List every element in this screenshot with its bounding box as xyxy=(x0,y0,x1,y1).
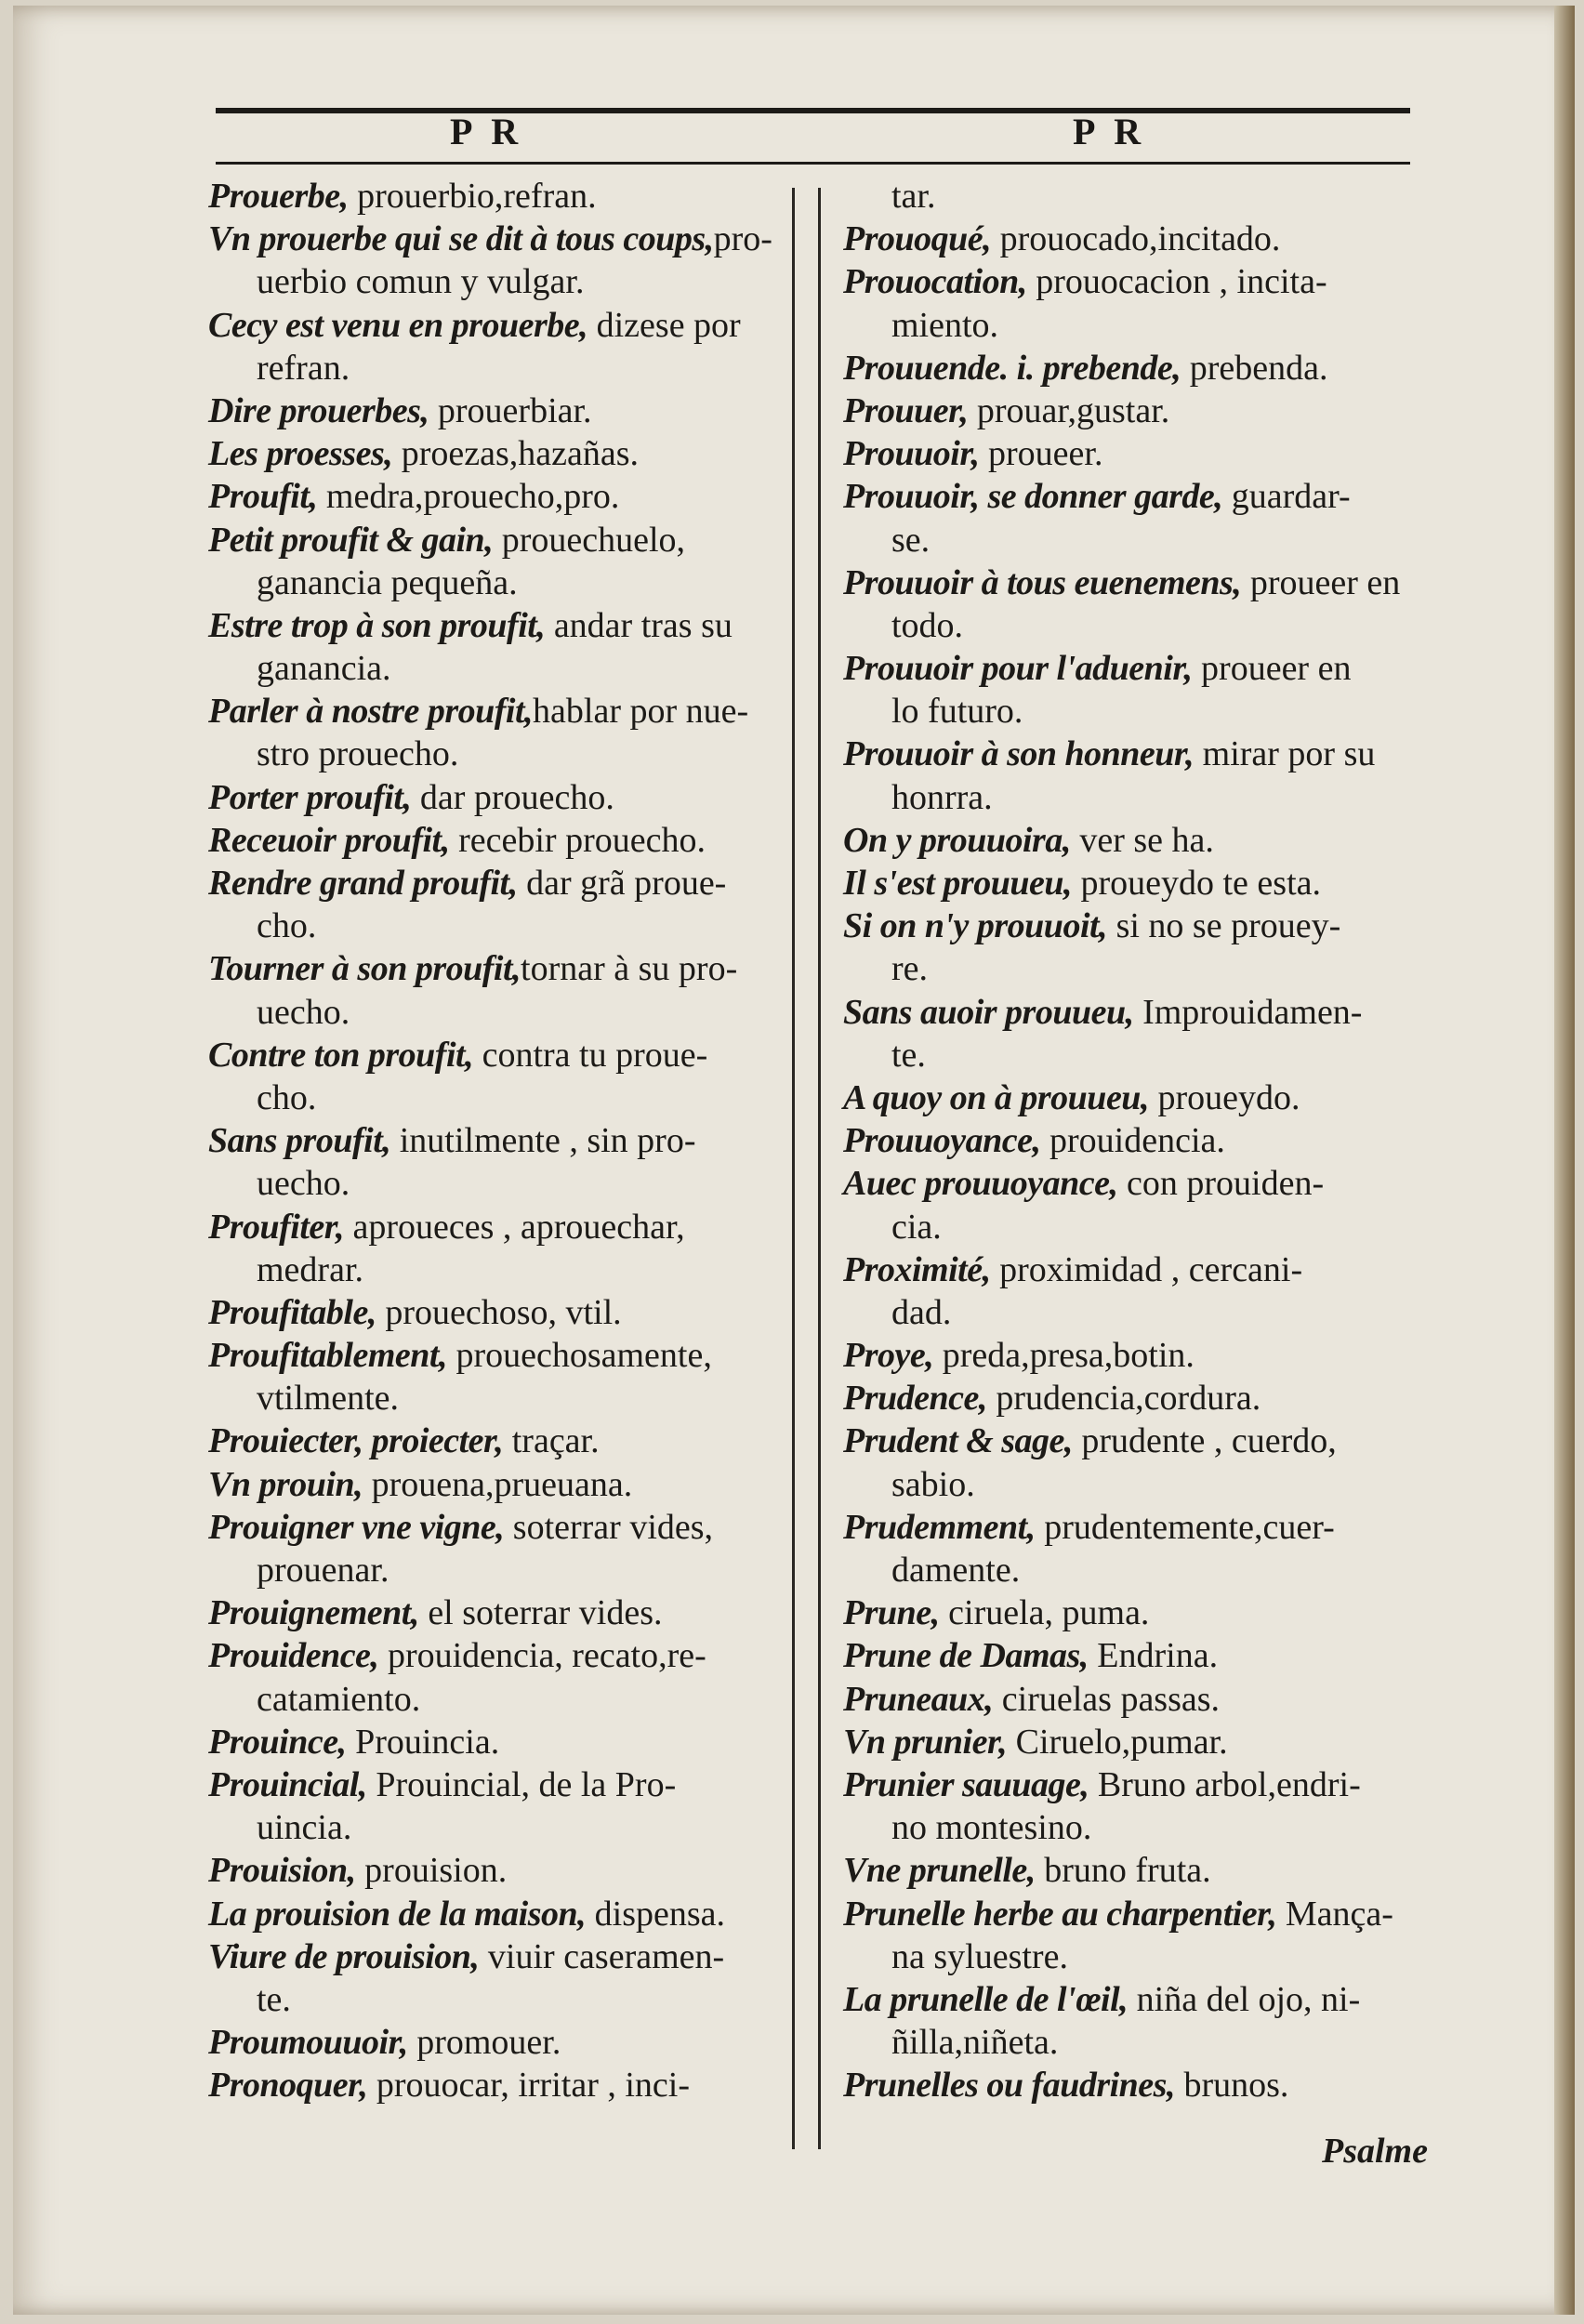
dictionary-entry-line xyxy=(843,1463,1410,1506)
dictionary-entry-line xyxy=(843,647,1410,690)
dictionary-entry-line xyxy=(208,1463,788,1506)
entry-translation: prudencia,cordura. xyxy=(986,1379,1261,1419)
entry-translation: Prouincia. xyxy=(346,1722,500,1762)
dictionary-entry-line xyxy=(208,519,788,561)
entry-headword: Prouincial, xyxy=(208,1764,367,1804)
entry-translation: proueydo. xyxy=(1148,1077,1300,1117)
entry-headword: Proufiter, xyxy=(208,1207,344,1247)
entry-translation: cho. xyxy=(257,906,317,946)
dictionary-entry-line xyxy=(208,1162,788,1205)
entry-translation: dizese por xyxy=(587,305,741,345)
dictionary-entry-line xyxy=(843,604,1410,647)
entry-translation: con prouiden- xyxy=(1117,1164,1325,1204)
dictionary-entry-line xyxy=(208,1248,788,1291)
entry-translation: prebenda. xyxy=(1181,348,1328,388)
entry-headword: Pruneaux, xyxy=(843,1679,994,1719)
entry-translation: prouidencia, recato,re- xyxy=(378,1636,706,1676)
entry-headword: Prudemment, xyxy=(843,1507,1036,1547)
entry-translation: ñilla,niñeta. xyxy=(891,2023,1059,2063)
entry-translation: guardar- xyxy=(1222,477,1351,517)
entry-headword: Prouuer, xyxy=(843,390,969,430)
entry-headword: Proufitablement, xyxy=(208,1336,447,1376)
dictionary-entry-line xyxy=(208,947,788,990)
dictionary-entry-line xyxy=(843,1334,1410,1377)
dictionary-entry-line xyxy=(208,1419,788,1462)
entry-headword: Proumouuoir, xyxy=(208,2023,408,2063)
page-edge-shadow xyxy=(1554,6,1575,2315)
entry-translation: miento. xyxy=(891,305,999,345)
entry-translation: dar grã proue- xyxy=(517,864,727,903)
entry-translation: prouocar, irritar , inci- xyxy=(367,2066,690,2106)
entry-translation: brunos. xyxy=(1174,2066,1289,2106)
entry-headword: La prunelle de l'œil, xyxy=(843,1979,1129,2019)
dictionary-entry-line xyxy=(843,776,1410,819)
entry-translation: refran. xyxy=(257,348,350,388)
entry-headword: Prouidence, xyxy=(208,1636,379,1676)
entry-headword: Auec prouuoyance, xyxy=(843,1164,1118,1204)
entry-translation: prouechoso, vtil. xyxy=(376,1292,622,1332)
entry-translation: traçar. xyxy=(503,1421,600,1461)
dictionary-entry-line xyxy=(843,733,1410,775)
entry-headword: Vne prunelle, xyxy=(843,1851,1036,1891)
entry-translation: uecho. xyxy=(257,992,350,1032)
entry-headword: Estre trop à son proufit, xyxy=(208,605,546,645)
dictionary-entry-line xyxy=(843,1377,1410,1419)
dictionary-entry-line xyxy=(843,1721,1410,1763)
dictionary-entry-line xyxy=(208,733,788,775)
entry-headword: Cecy est venu en prouerbe, xyxy=(208,305,588,345)
dictionary-entry-line xyxy=(843,2064,1410,2106)
entry-headword: Vn prouerbe qui se dit à tous coups, xyxy=(208,219,714,259)
dictionary-entry-line xyxy=(843,561,1410,604)
left-column xyxy=(208,175,788,2106)
entry-headword: Si on n'y prouuoit, xyxy=(843,906,1108,946)
entry-headword: Prunier sauuage, xyxy=(843,1764,1089,1804)
entry-translation: aproueces , aprouechar, xyxy=(343,1207,685,1247)
column-divider-right xyxy=(818,188,821,2149)
entry-headword: Prouuoir à tous euenemens, xyxy=(843,562,1242,602)
catchword: Psalme xyxy=(1322,2132,1428,2171)
dictionary-entry-line xyxy=(208,1377,788,1419)
entry-translation: ganancia. xyxy=(257,649,391,689)
entry-translation: proueer. xyxy=(979,434,1103,474)
entry-translation: prouenar. xyxy=(257,1551,389,1590)
entry-headword: Prune, xyxy=(843,1593,940,1633)
dictionary-entry-line xyxy=(208,390,788,432)
dictionary-entry-line xyxy=(208,1334,788,1377)
entry-headword: Prouigner vne vigne, xyxy=(208,1507,505,1547)
dictionary-entry-line xyxy=(208,1634,788,1677)
dictionary-entry-line xyxy=(208,1935,788,1978)
dictionary-entry-line xyxy=(843,1763,1410,1806)
dictionary-entry-line xyxy=(208,1506,788,1549)
entry-translation: dispensa. xyxy=(586,1894,726,1934)
dictionary-entry-line xyxy=(843,905,1410,947)
dictionary-entry-line xyxy=(208,690,788,733)
entry-translation: catamiento. xyxy=(257,1679,421,1719)
entry-translation: inutilmente , sin pro- xyxy=(390,1121,696,1161)
dictionary-entry-line xyxy=(208,347,788,390)
dictionary-entry-line xyxy=(843,475,1410,518)
entry-translation: proximidad , cercani- xyxy=(990,1249,1303,1289)
dictionary-entry-line xyxy=(843,304,1410,347)
entry-translation: mirar por su xyxy=(1194,734,1376,774)
dictionary-entry-line xyxy=(843,819,1410,862)
entry-headword: On y prouuoira, xyxy=(843,820,1071,860)
entry-translation: medrar. xyxy=(257,1249,364,1289)
entry-headword: Sans proufit, xyxy=(208,1121,391,1161)
entry-translation: proueer en xyxy=(1192,649,1352,689)
entry-headword: Viure de prouision, xyxy=(208,1936,480,1976)
entry-headword: A quoy on à prouueu, xyxy=(843,1077,1149,1117)
entry-translation: proezas,hazañas. xyxy=(392,434,640,474)
entry-translation: viuir caseramen- xyxy=(479,1936,725,1976)
entry-headword: Prouuoir, xyxy=(843,434,980,474)
entry-translation: prouena,prueuana. xyxy=(363,1464,633,1504)
dictionary-entry-line xyxy=(208,1849,788,1892)
entry-headword: Proufit, xyxy=(208,477,318,517)
dictionary-entry-line xyxy=(208,1721,788,1763)
entry-translation: Mança- xyxy=(1276,1894,1393,1934)
dictionary-entry-line xyxy=(208,1806,788,1849)
dictionary-entry-line xyxy=(843,1119,1410,1162)
entry-headword: Prouuoir à son honneur, xyxy=(843,734,1195,774)
dictionary-entry-line xyxy=(843,1419,1410,1462)
right-column xyxy=(843,175,1410,2106)
entry-headword: Proufitable, xyxy=(208,1292,376,1332)
entry-translation: stro prouecho. xyxy=(257,734,459,774)
dictionary-entry-line xyxy=(843,1849,1410,1892)
running-head-right: P R xyxy=(1073,111,1147,152)
dictionary-entry-line xyxy=(208,475,788,518)
entry-translation: andar tras su xyxy=(545,605,733,645)
dictionary-entry-line xyxy=(208,1763,788,1806)
dictionary-entry-line xyxy=(843,1506,1410,1549)
entry-translation: pro- xyxy=(713,219,772,259)
dictionary-entry-line xyxy=(208,862,788,905)
dictionary-entry-line xyxy=(843,218,1410,260)
entry-translation: todo. xyxy=(891,605,964,645)
entry-headword: Contre ton proufit, xyxy=(208,1035,474,1075)
entry-translation: lo futuro. xyxy=(891,692,1023,732)
entry-headword: Prouoqué, xyxy=(843,219,992,259)
dictionary-entry-line xyxy=(208,905,788,947)
dictionary-entry-line xyxy=(208,2064,788,2106)
dictionary-entry-line xyxy=(843,1034,1410,1076)
entry-translation: cia. xyxy=(891,1207,942,1247)
entry-translation: hablar por nue- xyxy=(533,692,749,732)
dictionary-entry-line xyxy=(208,647,788,690)
running-head-left: P R xyxy=(450,111,524,152)
entry-translation: recebir prouecho. xyxy=(449,820,706,860)
entry-translation: sabio. xyxy=(891,1464,975,1504)
dictionary-entry-line xyxy=(843,347,1410,390)
entry-headword: Porter proufit, xyxy=(208,777,412,817)
entry-headword: Prune de Damas, xyxy=(843,1636,1089,1676)
entry-translation: prouar,gustar. xyxy=(968,390,1170,430)
entry-translation: prouerbio,refran. xyxy=(348,177,597,216)
entry-translation: Endrina. xyxy=(1088,1636,1219,1676)
entry-translation: tornar à su pro- xyxy=(521,949,738,989)
entry-translation: Prouincial, de la Pro- xyxy=(366,1764,677,1804)
dictionary-entry-line xyxy=(208,1893,788,1935)
entry-headword: Prouerbe, xyxy=(208,177,349,216)
dictionary-entry-line xyxy=(843,690,1410,733)
entry-translation: ciruela, puma. xyxy=(939,1593,1150,1633)
entry-translation: niña del ojo, ni- xyxy=(1128,1979,1361,2019)
dictionary-entry-line xyxy=(843,991,1410,1034)
entry-translation: no montesino. xyxy=(891,1808,1092,1848)
entry-translation: preda,presa,botin. xyxy=(933,1336,1195,1376)
entry-translation: vtilmente. xyxy=(257,1379,400,1419)
entry-headword: Prouision, xyxy=(208,1851,356,1891)
dictionary-entry-line xyxy=(208,776,788,819)
dictionary-entry-line xyxy=(208,1034,788,1076)
entry-translation: te. xyxy=(891,1035,926,1075)
entry-translation: prudentemente,cuer- xyxy=(1035,1507,1335,1547)
dictionary-entry-line xyxy=(843,1162,1410,1205)
entry-translation: dad. xyxy=(891,1292,952,1332)
dictionary-entry-line xyxy=(843,519,1410,561)
entry-headword: Prunelle herbe au charpentier, xyxy=(843,1894,1277,1934)
dictionary-entry-line xyxy=(208,819,788,862)
dictionary-entry-line xyxy=(843,1634,1410,1677)
dictionary-entry-line xyxy=(843,2021,1410,2064)
entry-headword: Sans auoir prouueu, xyxy=(843,992,1134,1032)
entry-headword: Proye, xyxy=(843,1336,934,1376)
entry-translation: promouer. xyxy=(407,2023,561,2063)
dictionary-entry-line xyxy=(208,991,788,1034)
entry-headword: Il s'est prouueu, xyxy=(843,864,1072,903)
entry-translation: Ciruelo,pumar. xyxy=(1007,1722,1228,1762)
dictionary-entry-line xyxy=(208,1119,788,1162)
entry-translation: prouidencia. xyxy=(1040,1121,1225,1161)
dictionary-entry-line xyxy=(843,1678,1410,1721)
entry-translation: uecho. xyxy=(257,1164,350,1204)
entry-translation: soterrar vides, xyxy=(504,1507,714,1547)
column-divider-left xyxy=(792,188,795,2149)
entry-translation: prouerbiar. xyxy=(429,390,592,430)
entry-translation: uincia. xyxy=(257,1808,352,1848)
entry-translation: honrra. xyxy=(891,777,993,817)
dictionary-entry-line xyxy=(843,862,1410,905)
entry-headword: Parler à nostre proufit, xyxy=(208,692,534,732)
entry-headword: Prouuende. i. prebende, xyxy=(843,348,1181,388)
entry-translation: uerbio comun y vulgar. xyxy=(257,262,585,302)
entry-translation: si no se prouey- xyxy=(1107,906,1341,946)
entry-translation: bruno fruta. xyxy=(1035,1851,1211,1891)
entry-translation: medra,prouecho,pro. xyxy=(317,477,620,517)
dictionary-entry-line xyxy=(208,304,788,347)
entry-translation: ciruelas passas. xyxy=(993,1679,1221,1719)
dictionary-entry-line xyxy=(843,1549,1410,1591)
entry-headword: Rendre grand proufit, xyxy=(208,864,518,903)
dictionary-entry-line xyxy=(208,561,788,604)
entry-headword: Prudent & sage, xyxy=(843,1421,1073,1461)
entry-headword: Pronoquer, xyxy=(208,2066,368,2106)
entry-translation: Bruno arbol,endri- xyxy=(1089,1764,1361,1804)
dictionary-entry-line xyxy=(208,432,788,475)
entry-headword: Dire prouerbes, xyxy=(208,390,429,430)
entry-translation: prouision. xyxy=(355,1851,508,1891)
entry-headword: Prouince, xyxy=(208,1722,347,1762)
dictionary-entry-line xyxy=(208,1076,788,1119)
dictionary-entry-line xyxy=(843,432,1410,475)
dictionary-entry-line xyxy=(843,1248,1410,1291)
dictionary-entry-line xyxy=(208,1206,788,1248)
dictionary-entry-line xyxy=(843,1076,1410,1119)
dictionary-entry-line xyxy=(843,175,1410,218)
entry-translation: re. xyxy=(891,949,929,989)
dictionary-entry-line xyxy=(843,947,1410,990)
entry-headword: Proximité, xyxy=(843,1249,991,1289)
entry-translation: te. xyxy=(257,1979,291,2019)
entry-headword: Prunelles ou faudrines, xyxy=(843,2066,1175,2106)
entry-headword: Prouuoyance, xyxy=(843,1121,1041,1161)
dictionary-entry-line xyxy=(843,390,1410,432)
entry-headword: Prouignement, xyxy=(208,1593,419,1633)
dictionary-entry-line xyxy=(843,260,1410,303)
dictionary-entry-line xyxy=(208,1978,788,2021)
dictionary-entry-line xyxy=(843,1935,1410,1978)
dictionary-entry-line xyxy=(843,1806,1410,1849)
dictionary-entry-line xyxy=(843,1206,1410,1248)
entry-headword: Petit proufit & gain, xyxy=(208,520,494,560)
dictionary-entry-line xyxy=(208,260,788,303)
dictionary-entry-line xyxy=(208,1678,788,1721)
dictionary-entry-line xyxy=(208,175,788,218)
entry-translation: prouechuelo, xyxy=(493,520,686,560)
dictionary-entry-line xyxy=(208,604,788,647)
dictionary-entry-line xyxy=(208,1591,788,1634)
book-page xyxy=(13,6,1575,2315)
entry-headword: Prouiecter, proiecter, xyxy=(208,1421,504,1461)
header-rule-top xyxy=(216,108,1410,113)
entry-translation: se. xyxy=(891,520,931,560)
entry-headword: Vn prunier, xyxy=(843,1722,1008,1762)
entry-translation: damente. xyxy=(891,1551,1021,1590)
entry-translation: el soterrar vides. xyxy=(418,1593,663,1633)
dictionary-entry-line xyxy=(843,1591,1410,1634)
entry-translation: ver se ha. xyxy=(1070,820,1214,860)
dictionary-entry-line xyxy=(843,1291,1410,1334)
dictionary-entry-line xyxy=(208,1291,788,1334)
entry-headword: Les proesses, xyxy=(208,434,393,474)
dictionary-entry-line xyxy=(208,218,788,260)
entry-translation: prouocacion , incita- xyxy=(1026,262,1327,302)
dictionary-entry-line xyxy=(843,1893,1410,1935)
entry-translation: cho. xyxy=(257,1077,317,1117)
entry-translation: dar prouecho. xyxy=(411,777,614,817)
entry-translation: prudente , cuerdo, xyxy=(1072,1421,1337,1461)
entry-headword: Tourner à son proufit, xyxy=(208,949,521,989)
entry-headword: Receuoir proufit, xyxy=(208,820,450,860)
entry-translation: tar. xyxy=(891,177,936,216)
entry-translation: Improuidamen- xyxy=(1133,992,1363,1032)
entry-translation: prouechosamente, xyxy=(446,1336,712,1376)
dictionary-entry-line xyxy=(208,2021,788,2064)
entry-headword: Vn prouin, xyxy=(208,1464,363,1504)
entry-headword: Prouocation, xyxy=(843,262,1027,302)
entry-headword: Prouuoir, se donner garde, xyxy=(843,477,1223,517)
entry-headword: Prouuoir pour l'aduenir, xyxy=(843,649,1193,689)
entry-translation: proueydo te esta. xyxy=(1071,864,1321,903)
entry-headword: La prouision de la maison, xyxy=(208,1894,587,1934)
dictionary-entry-line xyxy=(843,1978,1410,2021)
entry-headword: Prudence, xyxy=(843,1379,987,1419)
entry-translation: contra tu proue- xyxy=(473,1035,708,1075)
entry-translation: proueer en xyxy=(1241,562,1401,602)
header-rule-bottom xyxy=(216,162,1410,165)
entry-translation: na syluestre. xyxy=(891,1936,1068,1976)
entry-translation: prouocado,incitado. xyxy=(991,219,1281,259)
dictionary-entry-line xyxy=(208,1549,788,1591)
entry-translation: ganancia pequeña. xyxy=(257,562,518,602)
